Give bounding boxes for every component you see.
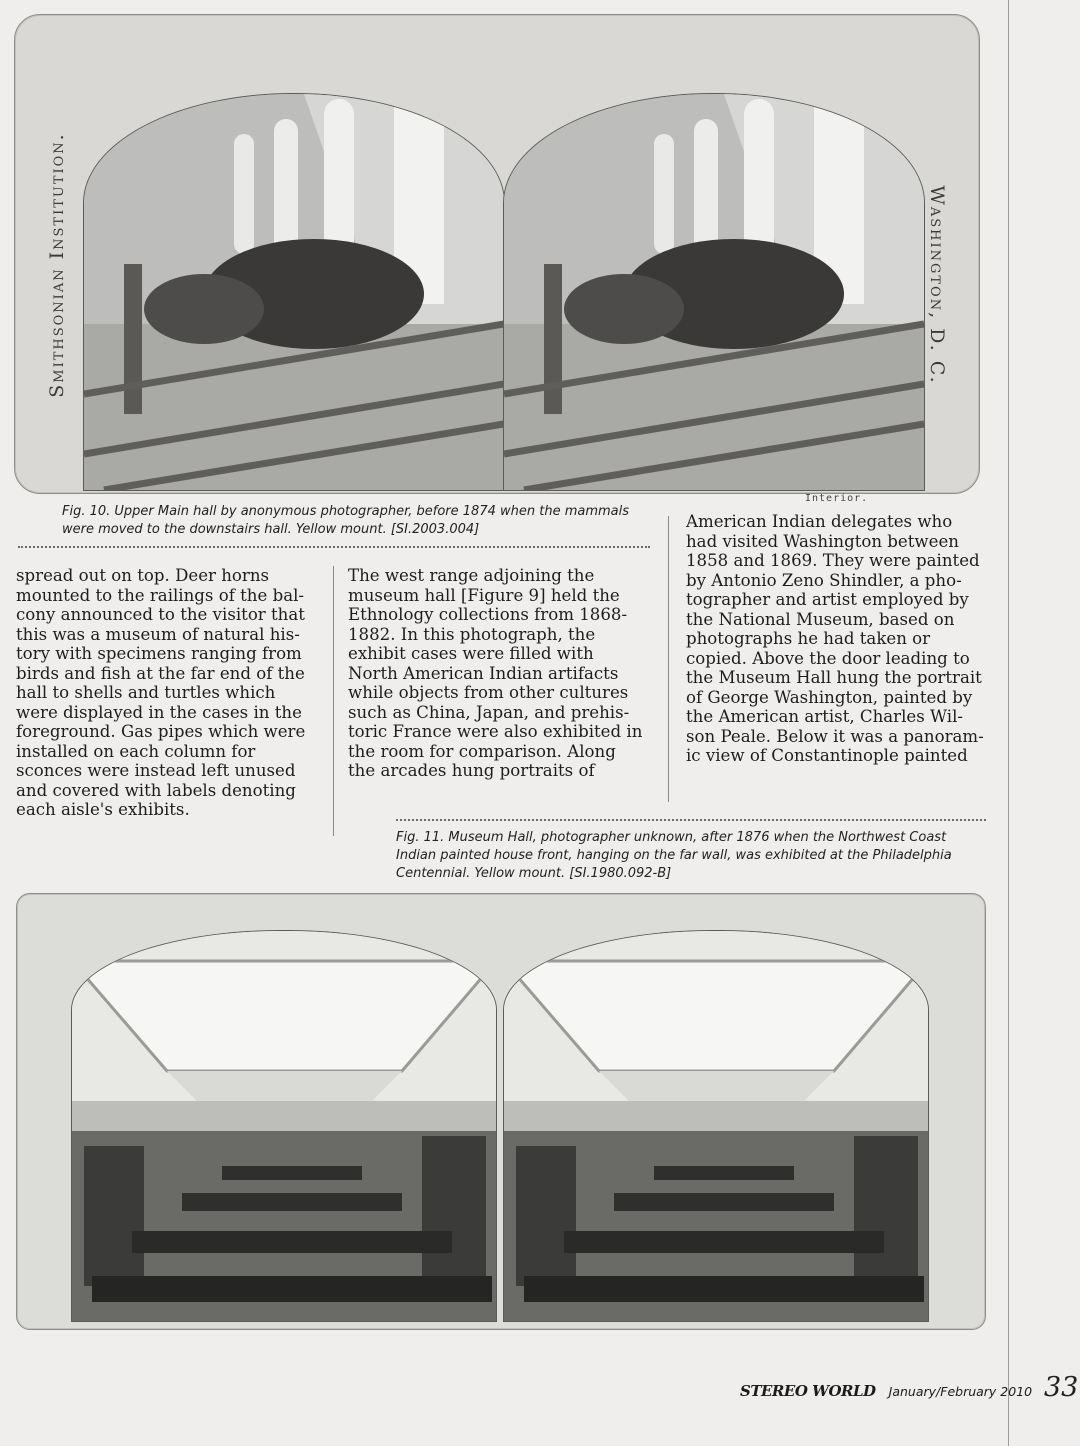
stereo-photo-left (83, 93, 505, 491)
body-column-2: The west range adjoining the museum hall [Figure 9] held the Ethnology collections from 1868- 1882. In this photograph, the exhibit cases were filled with North American Indian artifacts while objects from other cultures such as China, Japan, and prehis- toric France were also exhibited in the room for comparison. Along the arcades hung portraits of (348, 566, 643, 780)
stereo-photo-right (503, 930, 929, 1322)
page-number: 33 (1044, 1372, 1079, 1403)
card-interior-label: Interior. (805, 493, 869, 504)
column-divider (668, 516, 669, 802)
column-divider (333, 566, 334, 836)
stereo-photo-left (71, 930, 497, 1322)
card-left-imprint: Smithsonian Institution. (46, 132, 68, 398)
caption-divider (396, 819, 986, 821)
card-right-imprint: Washington, D. C. (926, 185, 948, 385)
body-column-1: spread out on top. Deer horns mounted to the railings of the bal- cony announced to the visitor that this was a museum of natural his- tory with specimens ranging from birds and fish at the far end of the hall to shells and turtles which were displayed in the cases in the foreground. Gas pipes which were installed on each column for sconces were instead left unused and covered with labels denoting each aisle's exhibits. (16, 566, 306, 819)
stereoview-card-museum-hall (16, 893, 986, 1330)
page-footer (740, 1381, 1032, 1400)
figure-11-caption: Fig. 11. Museum Hall, photographer unknown, after 1876 when the Northwest Coast Indian painted house front, hanging on the far wall, was exhibited at the Philadelphia Centennial. Yellow mount. [SI.1980.092-B] (396, 830, 952, 881)
caption-divider (18, 546, 650, 548)
page-margin-rule (1008, 0, 1009, 1446)
issue-date: January/February 2010 (888, 1384, 1033, 1399)
stereo-photo-right (503, 93, 925, 491)
body-column-3: American Indian delegates who had visited Washington between 1858 and 1869. They were painted by Antonio Zeno Shindler, a pho- tographer and artist employed by the National Museum, based on photographs he had taken or copied. Above the door leading to the Museum Hall hung the portrait of George Washington, painted by the American artist, Charles Wil- son Peale. Below it was a panoram- ic view of Constantinople painted (686, 512, 984, 765)
figure-10-caption: Fig. 10. Upper Main hall by anonymous photographer, before 1874 when the mammals were moved to the downstairs hall. Yellow mount. [SI.2003.004] (62, 504, 630, 537)
magazine-title: STEREO WORLD (740, 1382, 876, 1400)
stereoview-card-upper-main-hall (14, 14, 980, 504)
